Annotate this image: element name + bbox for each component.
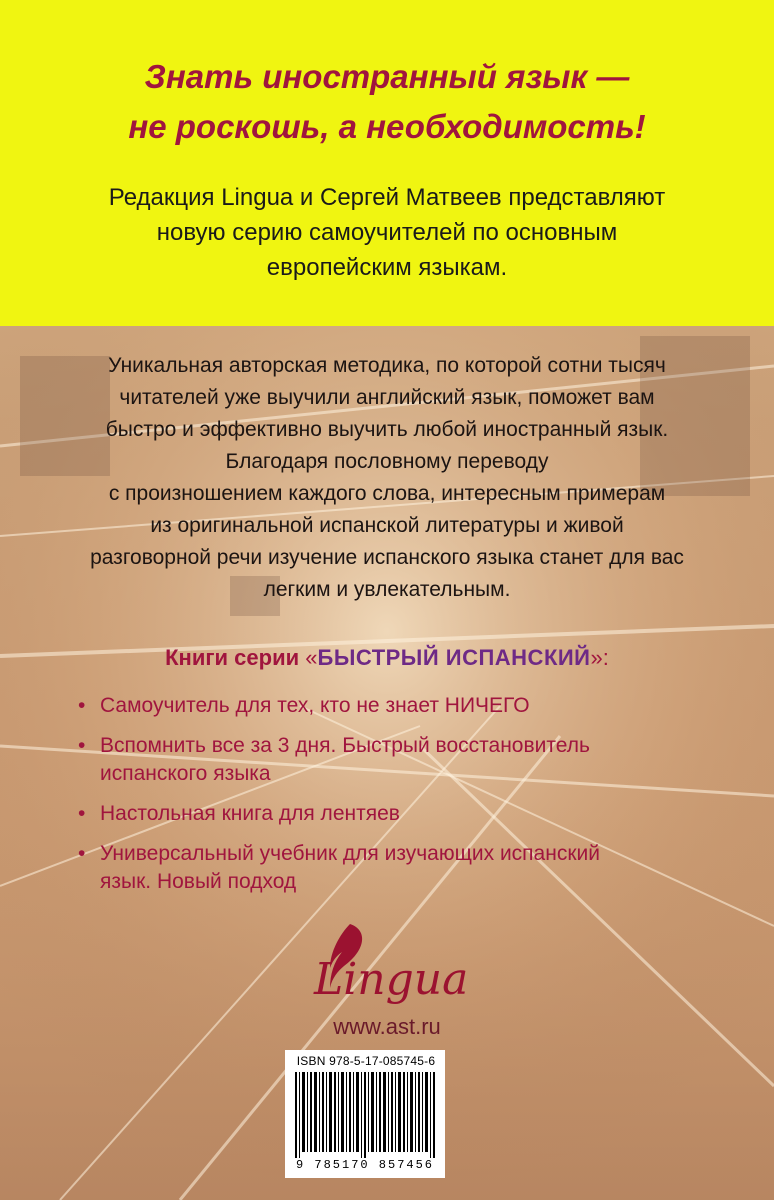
bullet-icon: • xyxy=(78,694,86,717)
series-prefix: Книги серии xyxy=(165,645,300,670)
series-close-quote: »: xyxy=(590,645,609,670)
barcode-digits: 9 785170 857456 xyxy=(295,1158,435,1172)
headline xyxy=(0,52,774,152)
method-line: из оригинальной испанской литературы и живой xyxy=(150,514,624,537)
intro-line: Редакция Lingua и Сергей Матвеев представляют xyxy=(108,184,666,211)
isbn-label: ISBN 978-5-17-085745-6 xyxy=(296,1054,436,1068)
intro-paragraph xyxy=(40,180,734,285)
series-name: БЫСТРЫЙ ИСПАНСКИЙ xyxy=(317,645,591,670)
list-item xyxy=(78,732,718,788)
book-list xyxy=(78,692,718,908)
book-title-line: Универсальный учебник для изучающих испанский xyxy=(100,842,600,865)
book-title-line: язык. Новый подход xyxy=(100,870,297,893)
logo-text: Lingua xyxy=(314,954,469,1005)
method-paragraph xyxy=(30,350,744,606)
barcode-bars xyxy=(293,1072,437,1158)
bullet-icon: • xyxy=(78,802,86,825)
series-open-quote: « xyxy=(305,645,318,670)
headline-line: Знать иностранный язык — xyxy=(144,58,630,95)
list-item xyxy=(78,800,718,828)
intro-line: новую серию самоучителей по основным xyxy=(156,219,618,246)
method-line: разговорной речи изучение испанского языка станет для вас xyxy=(90,546,684,569)
method-line: быстро и эффективно выучить любой иностранный язык. xyxy=(105,418,669,441)
book-title-line: Самоучитель для тех, кто не знает НИЧЕГО xyxy=(100,694,530,717)
book-title-line: Вспомнить все за 3 дня. Быстрый восстановитель xyxy=(100,734,590,757)
lingua-logo xyxy=(292,922,492,1014)
book-title-line: испанского языка xyxy=(100,762,271,785)
book-title-line: Настольная книга для лентяев xyxy=(100,802,400,825)
intro-line: европейским языкам. xyxy=(266,254,508,281)
method-line: Благодаря пословному переводу xyxy=(225,450,549,473)
method-line: с произношением каждого слова, интересным примерам xyxy=(108,482,666,505)
method-line: легким и увлекательным. xyxy=(263,578,511,601)
series-title xyxy=(0,645,774,671)
bullet-icon: • xyxy=(78,734,86,757)
method-line: читателей уже выучили английский язык, поможет вам xyxy=(119,386,655,409)
list-item xyxy=(78,692,718,720)
bullet-icon: • xyxy=(78,842,86,865)
barcode xyxy=(285,1050,445,1178)
headline-line: не роскошь, а необходимость! xyxy=(128,108,646,145)
publisher-website: www.ast.ru xyxy=(333,1014,441,1039)
list-item xyxy=(78,840,718,896)
method-line: Уникальная авторская методика, по которой сотни тысяч xyxy=(108,354,666,377)
